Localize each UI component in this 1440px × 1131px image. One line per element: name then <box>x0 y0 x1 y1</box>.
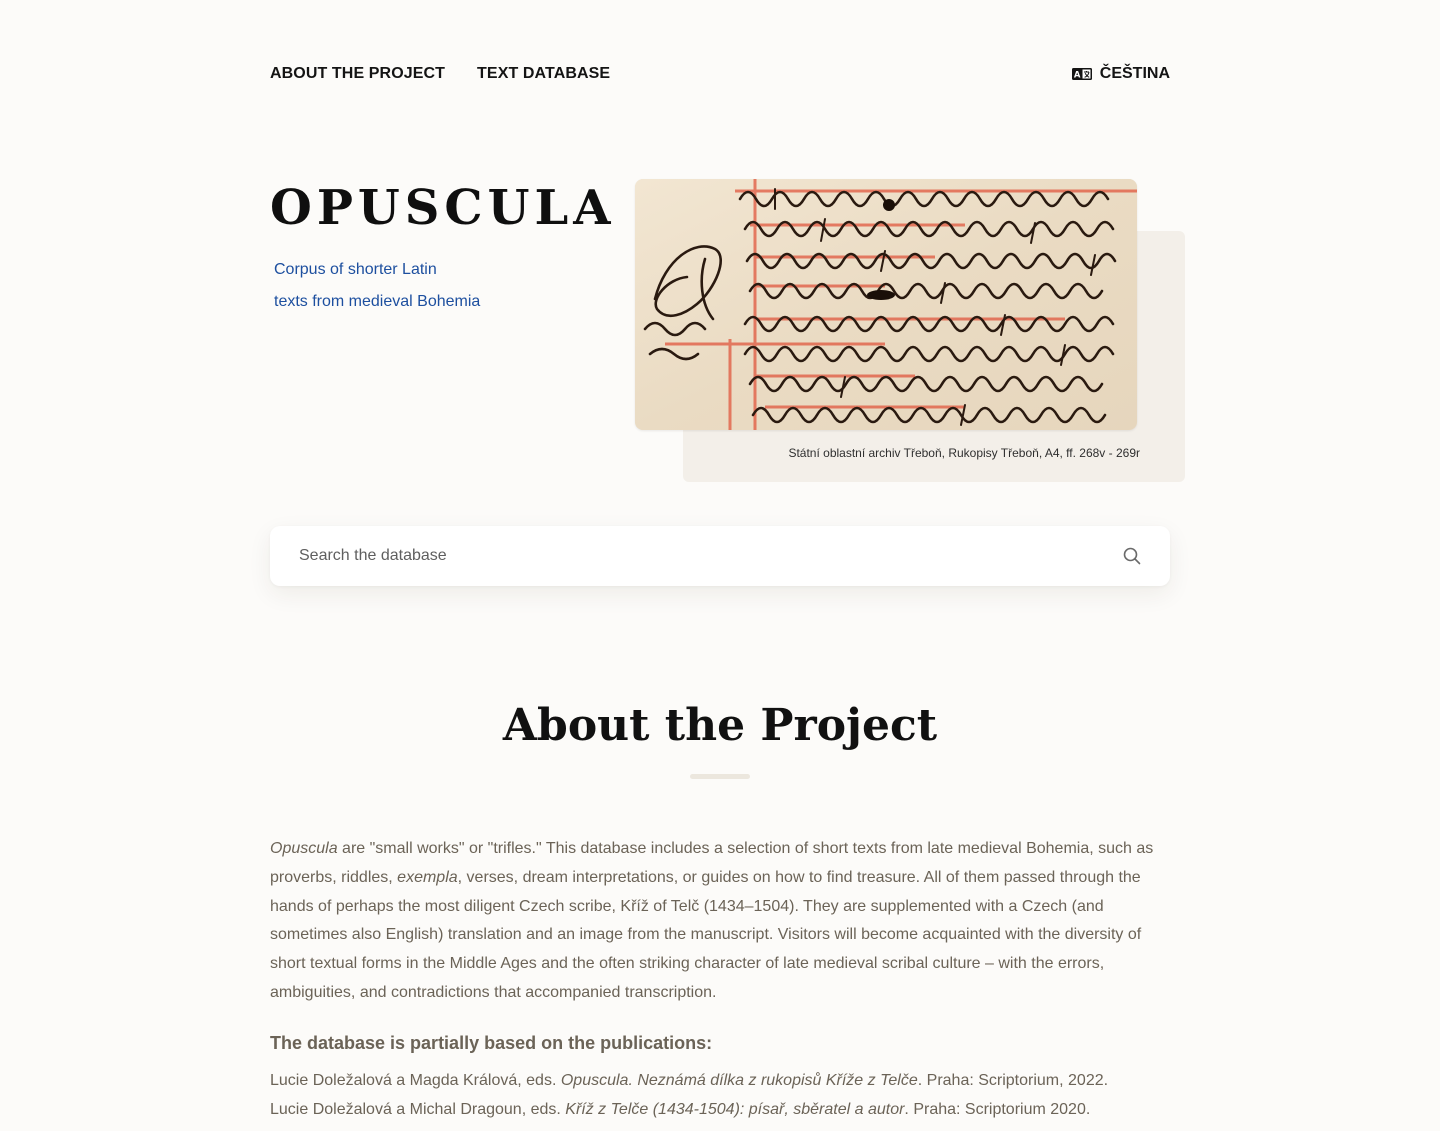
publication-title: Kříž z Telče (1434-1504): písař, sběratel a autor <box>565 1101 905 1118</box>
nav-about-project[interactable]: ABOUT THE PROJECT <box>270 65 446 82</box>
publication-title: Opuscula. Neznámá dílka z rukopisů Kříže z Telče <box>560 1072 918 1089</box>
svg-text:A: A <box>1073 70 1081 80</box>
about-paragraph <box>270 835 1170 1008</box>
publications-heading: The database is partially based on the publications: <box>270 1033 713 1053</box>
publication-imprint: . Praha: Scriptorium, 2022. <box>917 1072 1109 1089</box>
site-title: OPUSCULA <box>270 180 616 236</box>
term-opuscula: Opuscula <box>270 840 338 857</box>
language-switcher[interactable] <box>1072 65 1170 83</box>
top-navigation <box>270 62 1170 86</box>
image-caption: Státní oblastní archiv Třeboň, Rukopisy Třeboň, A4, ff. 268v - 269r <box>788 446 1140 460</box>
language-label: ČEŠTINA <box>1099 65 1170 82</box>
publication-item <box>270 1095 1170 1124</box>
language-translate-icon <box>1072 68 1092 80</box>
manuscript-image <box>635 179 1137 430</box>
publication-authors: Lucie Doležalová a Michal Dragoun, eds. <box>270 1101 566 1118</box>
site-subtitle <box>274 254 574 318</box>
manuscript-illustration <box>635 179 1137 430</box>
publication-authors: Lucie Doležalová a Magda Králová, eds. <box>270 1072 561 1089</box>
search-input[interactable] <box>299 547 1122 565</box>
search-bar <box>270 526 1170 586</box>
publications-list <box>270 1066 1170 1124</box>
section-divider <box>690 774 750 779</box>
publication-item <box>270 1066 1170 1095</box>
subtitle-line-1: Corpus of shorter Latin <box>274 261 437 278</box>
search-icon[interactable] <box>1122 546 1142 566</box>
about-heading: About the Project <box>502 700 938 751</box>
nav-text-database[interactable]: TEXT DATABASE <box>477 65 611 82</box>
about-text-part-2: , verses, dream interpretations, or guides on how to find treasure. All of them passed through the hands of perhaps the most diligent Czech scribe, Kříž of Telč (1434–1504). They are supplemented with a Czech (and sometimes also English) translation and an image from the manuscript. Visitors will become acquainted with the diversity of short textual forms in the Middle Ages and the often striking character of late medieval scribal culture – with the errors, ambiguities, and contradictions that accompanied transcription. <box>270 868 1142 1001</box>
publication-imprint: . Praha: Scriptorium 2020. <box>904 1101 1091 1118</box>
term-exempla: exempla <box>397 868 458 886</box>
subtitle-line-2: texts from medieval Bohemia <box>274 293 481 310</box>
about-text-part-1: are "small works" or "trifles." This database includes a selection of short texts from late medieval Bohemia, such as proverbs, riddles, <box>270 840 1154 886</box>
